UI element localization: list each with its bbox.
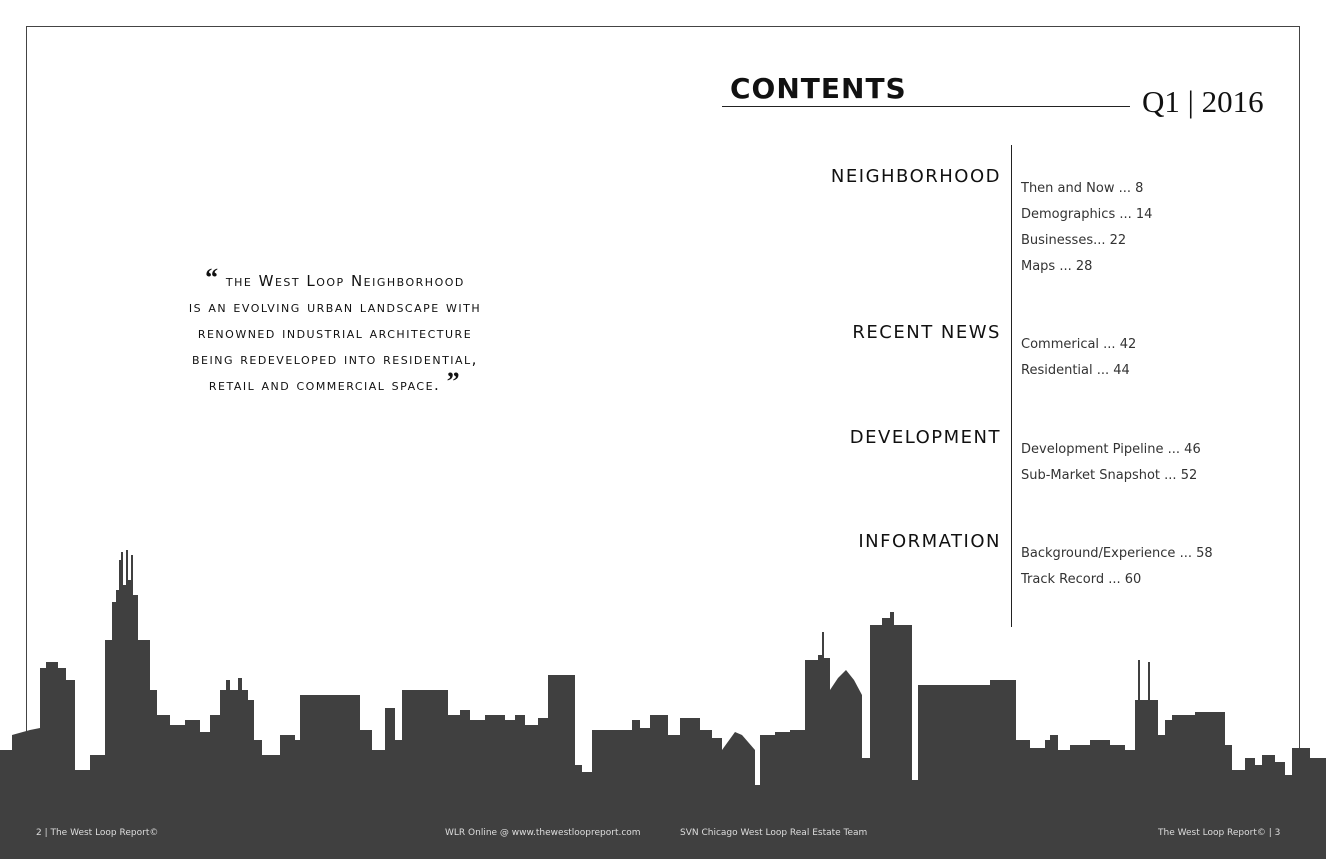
- footer-team: SVN Chicago West Loop Real Estate Team: [680, 828, 868, 838]
- quote-line: [120, 263, 550, 294]
- quote-line: is an evolving urban landscape with: [188, 298, 482, 316]
- contents-title: CONTENTS: [730, 72, 907, 105]
- section-neighborhood-title: NEIGHBORHOOD: [830, 166, 1001, 187]
- toc-item[interactable]: Residential ... 44: [1021, 363, 1130, 378]
- quote-line: [120, 367, 550, 398]
- quote-line-text: retail and commercial space.: [208, 376, 441, 394]
- toc-item[interactable]: Commerical ... 42: [1021, 337, 1137, 352]
- issue-label: Q1 | 2016: [1142, 84, 1264, 119]
- city-skyline-illustration: [0, 540, 1326, 859]
- toc-item[interactable]: Development Pipeline ... 46: [1021, 442, 1201, 457]
- quote-line-text: the West Loop Neighborhood: [225, 272, 465, 290]
- toc-item[interactable]: Maps ... 28: [1021, 259, 1093, 274]
- toc-item[interactable]: Track Record ... 60: [1021, 572, 1142, 587]
- section-development-title: DEVELOPMENT: [849, 427, 1001, 448]
- open-quote-mark: “: [205, 263, 220, 292]
- toc-item[interactable]: Demographics ... 14: [1021, 207, 1153, 222]
- quote-line: renowned industrial architecture: [197, 324, 473, 342]
- section-information-title: INFORMATION: [858, 531, 1001, 552]
- toc-item[interactable]: Businesses... 22: [1021, 233, 1127, 248]
- skyline-silhouette: [0, 550, 1326, 859]
- footer-left-page-label: 2 | The West Loop Report©: [36, 828, 159, 838]
- toc-item[interactable]: Background/Experience ... 58: [1021, 546, 1213, 561]
- quote-line: being redeveloped into residential,: [192, 350, 478, 368]
- pull-quote: [120, 263, 550, 398]
- close-quote-mark: ”: [446, 367, 462, 396]
- contents-rule: [722, 106, 1130, 107]
- footer-right-page-label: The West Loop Report© | 3: [1158, 828, 1281, 838]
- toc-item[interactable]: Sub-Market Snapshot ... 52: [1021, 468, 1198, 483]
- toc-item[interactable]: Then and Now ... 8: [1021, 181, 1144, 196]
- footer-website[interactable]: WLR Online @ www.thewestloopreport.com: [445, 828, 641, 838]
- section-recent-news-title: RECENT NEWS: [852, 322, 1001, 343]
